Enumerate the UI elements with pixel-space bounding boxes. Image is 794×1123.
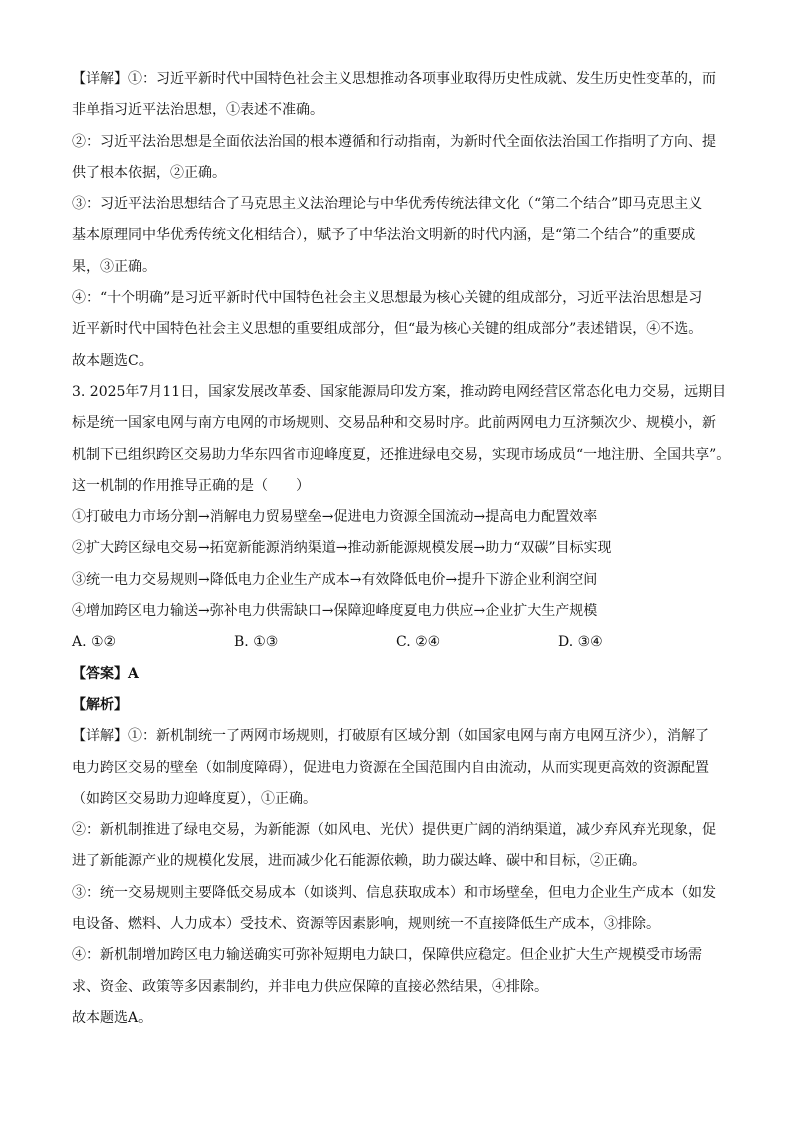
- paragraph-line: 基本原理同中华优秀传统文化相结合），赋予了中华法治文明新的时代内涵，是“第二个结合”的重要成: [72, 227, 696, 244]
- conclusion-line: 故本题选A。: [72, 1009, 153, 1026]
- paragraph-line: ②：习近平法治思想是全面依法治国的根本遵循和行动指南，为新时代全面依法治国工作指明了方向、提: [72, 133, 716, 150]
- document-page: [72, 64, 752, 1034]
- paragraph-line: 供了根本依据，②正确。: [72, 164, 226, 181]
- detail-line: ②：新机制推进了绿电交易，为新能源（如风电、光伏）提供更广阔的消纳渠道，减少弃风弃光现象，促: [72, 822, 716, 839]
- statement-1: ①打破电力市场分割→消解电力贸易壁垒→促进电力资源全国流动→提高电力配置效率: [72, 509, 598, 526]
- detail-line: （如跨区交易助力迎峰度夏），①正确。: [72, 790, 317, 807]
- question-stem-line: 机制下已组织跨区交易助力华东四省市迎峰度夏，还推进绿电交易，实现市场成员“一地注册、全国共享”。: [72, 446, 731, 463]
- question-stem-line: 这一机制的作用推导正确的是（ ）: [72, 477, 310, 494]
- detail-line: ④：新机制增加跨区电力输送确实可弥补短期电力缺口，保障供应稳定。但企业扩大生产规模受市场需: [72, 947, 702, 964]
- detail-line: 求、资金、政策等多因素制约，并非电力供应保障的直接必然结果，④排除。: [72, 978, 548, 995]
- detail-line: 电设备、燃料、人力成本）受技术、资源等因素影响，规则统一不直接降低生产成本，③排除。: [72, 916, 660, 933]
- detail-line: 进了新能源产业的规模化发展，进而减少化石能源依赖，助力碳达峰、碳中和目标，②正确。: [72, 853, 646, 870]
- option-d: D. ③④: [558, 634, 603, 651]
- detail-line: ③：统一交易规则主要降低交易成本（如谈判、信息获取成本）和市场壁垒，但电力企业生产成本（如发: [72, 884, 716, 901]
- paragraph-line: 【详解】①：习近平新时代中国特色社会主义思想推动各项事业取得历史性成就、发生历史性变革的，而: [72, 71, 716, 87]
- question-stem-line: 标是统一国家电网与南方电网的市场规则、交易品种和交易时序。此前两网电力互济频次少、规模小，新: [72, 415, 716, 432]
- statement-4: ④增加跨区电力输送→弥补电力供需缺口→保障迎峰度夏电力供应→企业扩大生产规模: [72, 603, 598, 620]
- question-stem-line: 3. 2025年7月11日，国家发展改革委、国家能源局印发方案，推动跨电网经营区常态化电力交易，远期目: [72, 383, 727, 400]
- paragraph-line: ④：“十个明确”是习近平新时代中国特色社会主义思想最为核心关键的组成部分，习近平法治思想是习: [72, 290, 703, 307]
- paragraph-line: 果，③正确。: [72, 258, 156, 275]
- detail-line: 电力跨区交易的壁垒（如制度障碍），促进电力资源在全国范围内自由流动，从而实现更高效的资源配置: [72, 759, 709, 776]
- statement-3: ③统一电力交易规则→降低电力企业生产成本→有效降低电价→提升下游企业利润空间: [72, 571, 598, 588]
- answer-label: 【答案】A: [72, 665, 139, 682]
- option-a: A. ①②: [72, 634, 117, 651]
- paragraph-line: ③：习近平法治思想结合了马克思主义法治理论与中华优秀传统法律文化（“第二个结合”即马克思主义: [72, 196, 703, 213]
- option-b: B. ①③: [234, 634, 279, 651]
- analysis-label: 【解析】: [72, 696, 128, 713]
- conclusion-line: 故本题选C。: [72, 352, 153, 369]
- paragraph-line: 非单指习近平法治思想，①表述不准确。: [72, 102, 324, 119]
- statement-2: ②扩大跨区绿电交易→拓宽新能源消纳渠道→推动新能源规模发展→助力“双碳”目标实现: [72, 540, 612, 557]
- option-c: C. ②④: [396, 634, 441, 651]
- detail-line: 【详解】①：新机制统一了两网市场规则，打破原有区域分割（如国家电网与南方电网互济少），消解了: [72, 728, 709, 745]
- answer-options: [72, 627, 752, 658]
- paragraph-line: 近平新时代中国特色社会主义思想的重要组成部分，但“最为核心关键的组成部分”表述错误，④不选。: [72, 321, 703, 338]
